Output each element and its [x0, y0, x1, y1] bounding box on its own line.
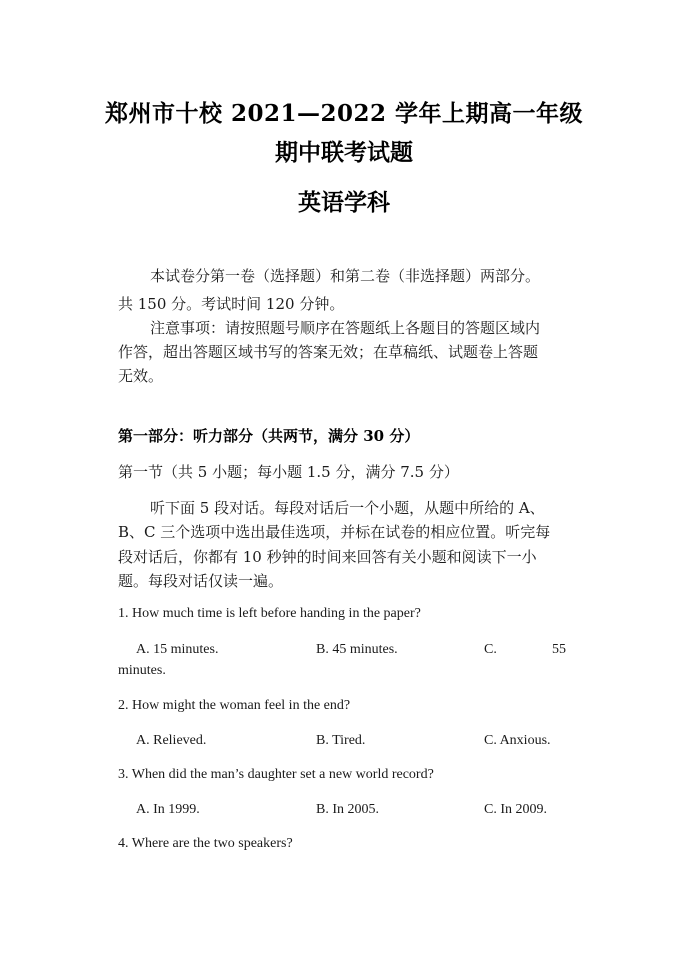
question-3-option-b: B. In 2005.: [316, 802, 379, 817]
question-3-option-c: C. In 2009.: [484, 802, 547, 817]
question-4: 4. Where are the two speakers?: [118, 836, 293, 851]
instructions-line-1: 听下面 5 段对话。每段对话后一个小题，从题中所给的 A、: [150, 499, 545, 517]
intro-line-1: 本试卷分第一卷（选择题）和第二卷（非选择题）两部分。: [150, 267, 541, 285]
exam-subtitle: 期中联考试题: [275, 139, 413, 166]
exam-title: 郑州市十校 2021—2022 学年上期高一年级: [104, 100, 584, 127]
intro-line-4: 作答，超出答题区域书写的答案无效；在草稿纸、试题卷上答题: [118, 343, 539, 361]
instructions-line-3: 段对话后，你都有 10 秒钟的时间来回答有关小题和阅读下一小: [118, 548, 537, 566]
question-3: 3. When did the man’s daughter set a new world record?: [118, 767, 434, 782]
question-2-option-c: C. Anxious.: [484, 733, 551, 748]
subject-title: 英语学科: [298, 189, 390, 216]
instructions-line-4: 题。每段对话仅读一遍。: [118, 572, 284, 590]
question-3-option-a: A. In 1999.: [136, 802, 200, 817]
question-1-option-b: B. 45 minutes.: [316, 642, 398, 657]
part1-heading: 第一部分：听力部分（共两节，满分 30 分）: [118, 427, 420, 445]
question-2-option-b: B. Tired.: [316, 733, 366, 748]
question-1-option-a: A. 15 minutes.: [136, 642, 219, 657]
question-1-option-c-wrap: minutes.: [118, 663, 166, 678]
section1-heading: 第一节（共 5 小题；每小题 1.5 分，满分 7.5 分）: [118, 463, 459, 481]
intro-line-2: 共 150 分。考试时间 120 分钟。: [118, 295, 345, 313]
question-1-option-c-letter: C.: [484, 642, 497, 657]
question-1: 1. How much time is left before handing in the paper?: [118, 606, 421, 621]
question-2: 2. How might the woman feel in the end?: [118, 698, 351, 713]
intro-line-5: 无效。: [118, 367, 164, 385]
question-1-option-c-number: 55: [552, 642, 566, 657]
intro-line-3: 注意事项：请按照题号顺序在答题纸上各题目的答题区域内: [150, 319, 541, 337]
question-2-option-a: A. Relieved.: [136, 733, 207, 748]
instructions-line-2: B、C 三个选项中选出最佳选项，并标在试卷的相应位置。听完每: [118, 523, 551, 541]
